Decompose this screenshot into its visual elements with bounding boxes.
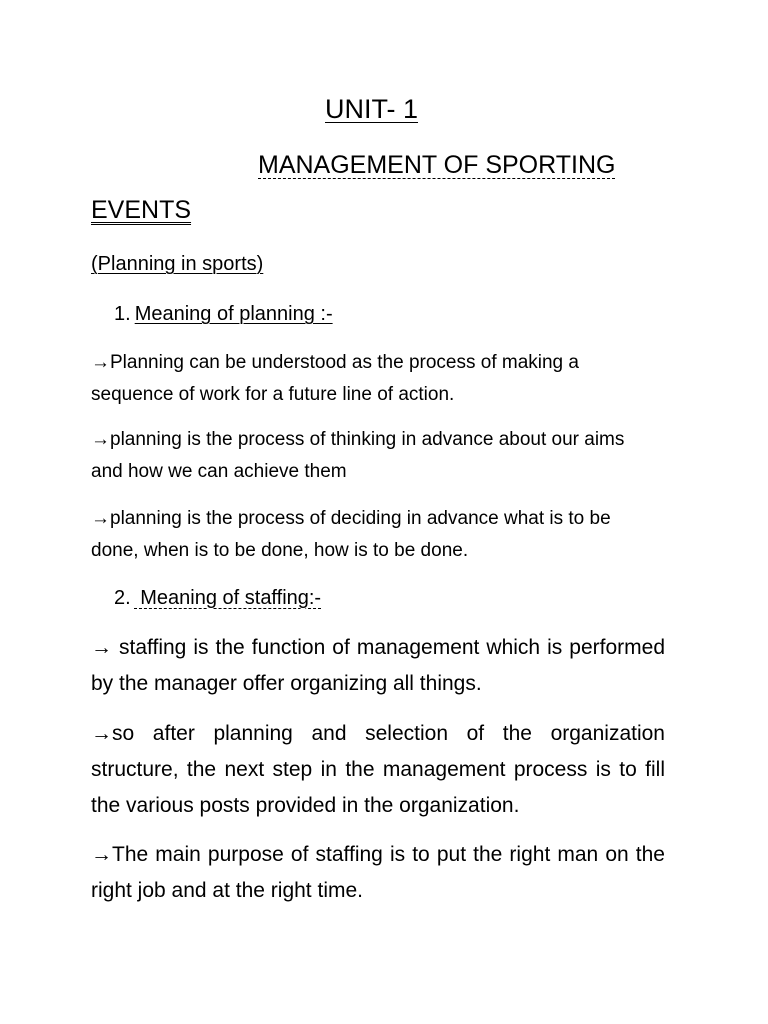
section2-paragraph-2: →so after planning and selection of the organization structure, the next step in the management process is to fill the various posts provided in the organization. — [91, 722, 665, 817]
section2-paragraph-1: → staffing is the function of management which is performed by the manager offer organizing all things. — [91, 636, 665, 695]
main-title-line2: EVENTS — [91, 196, 192, 224]
section1-number: 1. — [114, 303, 131, 325]
section2-heading — [114, 587, 321, 610]
section2-heading-text: Meaning of staffing:- — [134, 587, 322, 609]
main-title-line1: MANAGEMENT OF SPORTING — [258, 151, 616, 179]
section1-paragraph-2: →planning is the process of thinking in advance about our aims and how we can achieve them — [91, 429, 625, 482]
section1-paragraph-3: →planning is the process of deciding in advance what is to be done, when is to be done, how is to be done. — [91, 508, 611, 561]
section2-paragraph-3: →The main purpose of staffing is to put the right man on the right job and at the right time. — [91, 843, 665, 902]
section2-number: 2. — [114, 587, 131, 609]
section1-heading — [114, 303, 333, 326]
unit-title: UNIT- 1 — [325, 94, 419, 124]
subtitle: (Planning in sports) — [91, 253, 264, 275]
section1-heading-text: Meaning of planning :- — [134, 303, 333, 325]
section1-paragraph-1: →Planning can be understood as the process of making a sequence of work for a future line of action. — [91, 352, 579, 405]
